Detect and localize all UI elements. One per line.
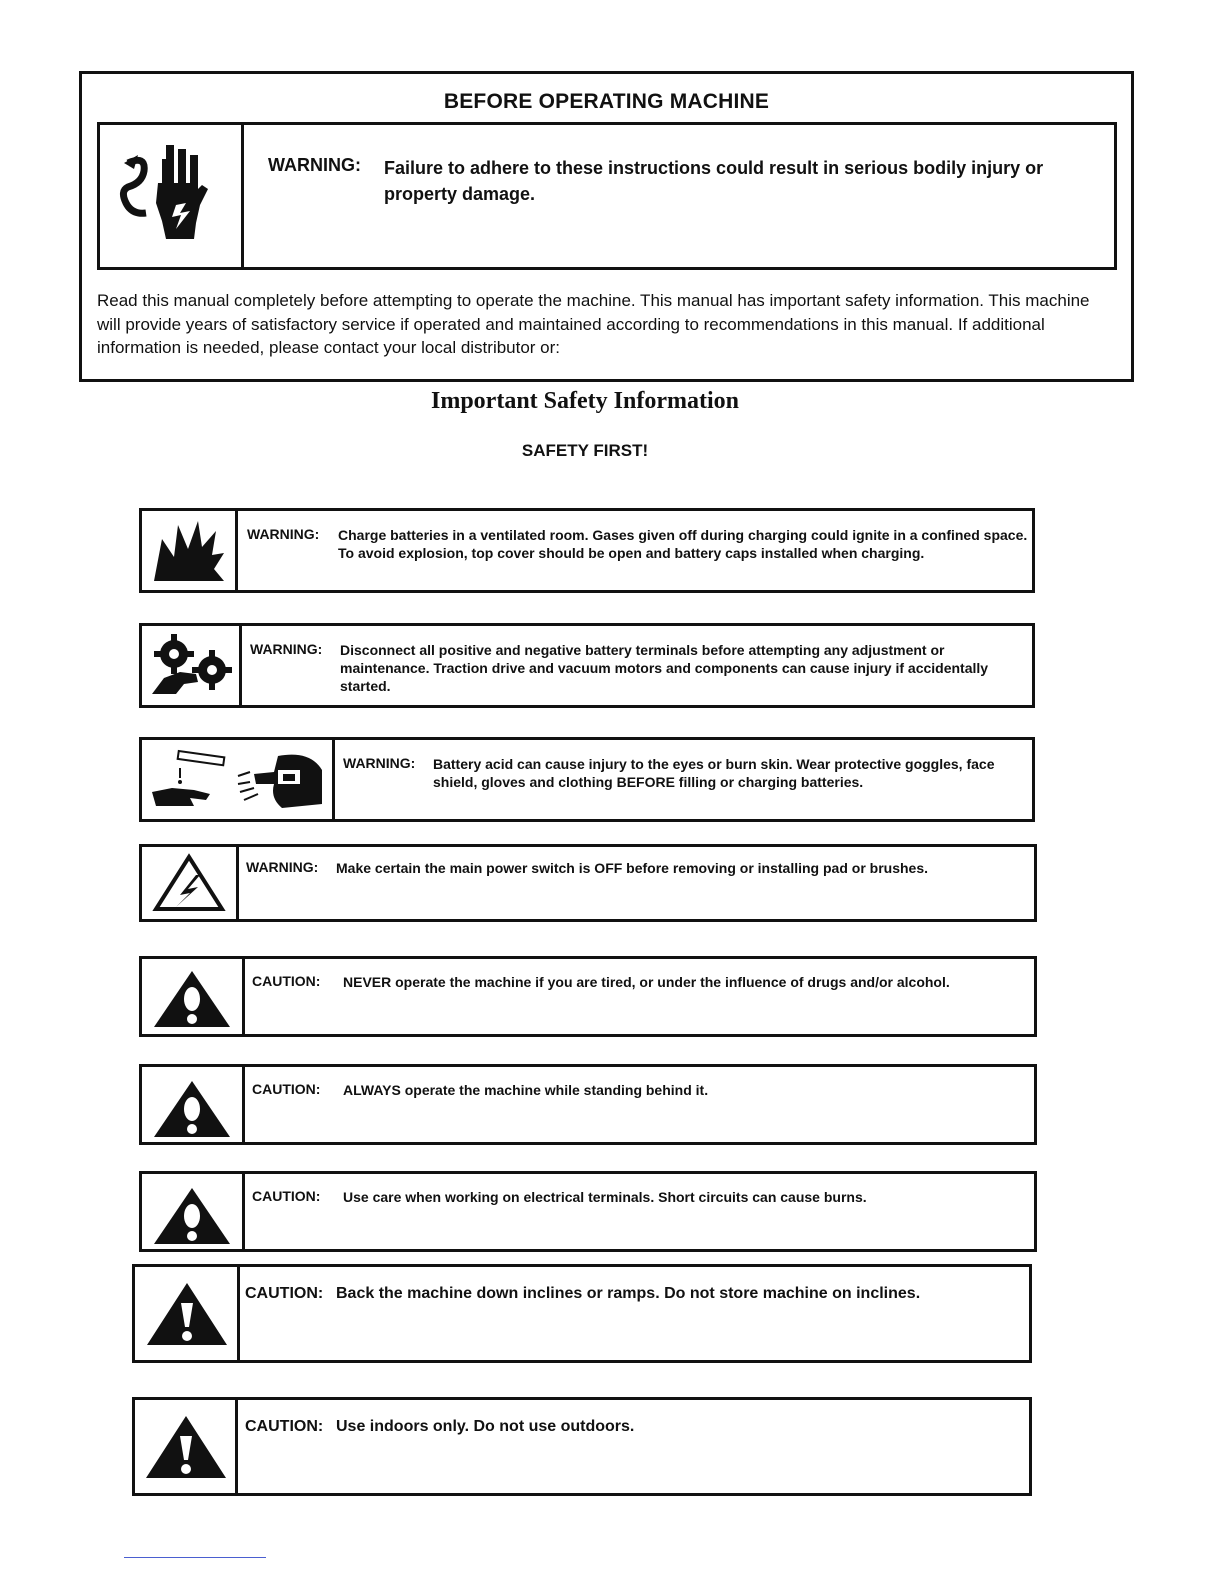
- section-subtitle: SAFETY FIRST!: [521, 441, 649, 460]
- main-warning-text: Failure to adhere to these instructions could result in serious bodily injury or property damage.: [384, 158, 1044, 204]
- before-operating-box: [79, 71, 1134, 382]
- main-warning-icon-cell: [100, 125, 244, 267]
- notice-icon-cell: [142, 1174, 245, 1249]
- notice-icon-cell: [142, 511, 238, 590]
- safety-notice: [139, 737, 1035, 822]
- electric-shock-hand-icon: [118, 143, 218, 247]
- notice-icon-cell: [142, 1067, 245, 1142]
- notice-icon-cell: [142, 740, 335, 819]
- safety-notice: [132, 1397, 1032, 1496]
- notice-text: Charge batteries in a ventilated room. Gases given off during charging could ignite in a confined space. To avoid explosion, top cover should be open and battery caps installed when charging.: [338, 527, 1028, 561]
- notice-label: CAUTION:: [245, 1285, 324, 1302]
- section-title: Important Safety Information: [431, 388, 739, 414]
- safety-notice: [139, 956, 1037, 1037]
- notice-label: CAUTION:: [252, 1081, 321, 1097]
- notice-text: Make certain the main power switch is OFF before removing or installing pad or brushes.: [336, 860, 929, 876]
- safety-notice: [139, 508, 1035, 593]
- electrical-hazard-icon: [152, 853, 226, 913]
- main-warning-box: [97, 122, 1117, 270]
- notice-label: WARNING:: [343, 755, 416, 771]
- notice-label: CAUTION:: [252, 973, 321, 989]
- caution-triangle-icon: [145, 1281, 229, 1347]
- notice-text: Disconnect all positive and negative battery terminals before attempting any adjustment or maintenance. Traction drive and vacuum motors and components can cause injury if accidentally started.: [340, 642, 989, 694]
- notice-icon-cell: [142, 847, 239, 919]
- notice-text: Back the machine down inclines or ramps. Do not store machine on inclines.: [336, 1285, 921, 1302]
- main-warning-label: WARNING:: [268, 155, 361, 175]
- notice-text: Use indoors only. Do not use outdoors.: [336, 1418, 635, 1435]
- notice-icon-cell: [142, 626, 242, 705]
- safety-notice: [139, 623, 1035, 708]
- safety-notice: [132, 1264, 1032, 1363]
- caution-triangle-icon: [152, 1186, 232, 1246]
- notice-text: Battery acid can cause injury to the eyes or burn skin. Wear protective goggles, face shield, gloves and clothing BEFORE filling or charging batteries.: [433, 756, 995, 790]
- notice-label: CAUTION:: [245, 1418, 324, 1435]
- acid-goggles-icon: [150, 748, 326, 812]
- notice-label: WARNING:: [250, 641, 323, 657]
- safety-notice: [139, 844, 1037, 922]
- caution-triangle-icon: [144, 1414, 228, 1480]
- notice-label: WARNING:: [246, 859, 319, 875]
- safety-notice: [139, 1171, 1037, 1252]
- notice-text: NEVER operate the machine if you are tired, or under the influence of drugs and/or alcohol.: [343, 974, 950, 990]
- explosion-icon: [152, 519, 226, 583]
- caution-triangle-icon: [152, 969, 232, 1029]
- notice-icon-cell: [142, 959, 245, 1034]
- notice-icon-cell: [135, 1267, 240, 1360]
- notice-label: CAUTION:: [252, 1188, 321, 1204]
- footer-rule: [124, 1557, 266, 1558]
- notice-text: Use care when working on electrical terminals. Short circuits can cause burns.: [343, 1189, 867, 1205]
- notice-icon-cell: [135, 1400, 238, 1493]
- before-operating-title: BEFORE OPERATING MACHINE: [443, 90, 770, 113]
- safety-notice: [139, 1064, 1037, 1145]
- notice-text: ALWAYS operate the machine while standing behind it.: [343, 1082, 709, 1098]
- notice-label: WARNING:: [247, 526, 320, 542]
- caution-triangle-icon: [152, 1079, 232, 1139]
- gear-hand-icon: [150, 634, 234, 698]
- intro-paragraph: Read this manual completely before attempting to operate the machine. This manual has important safety information. This machine will provide years of satisfactory service if operated and maintained according to recommendations in this manual. If additional information is needed, please contact your local distributor or:: [97, 291, 1090, 357]
